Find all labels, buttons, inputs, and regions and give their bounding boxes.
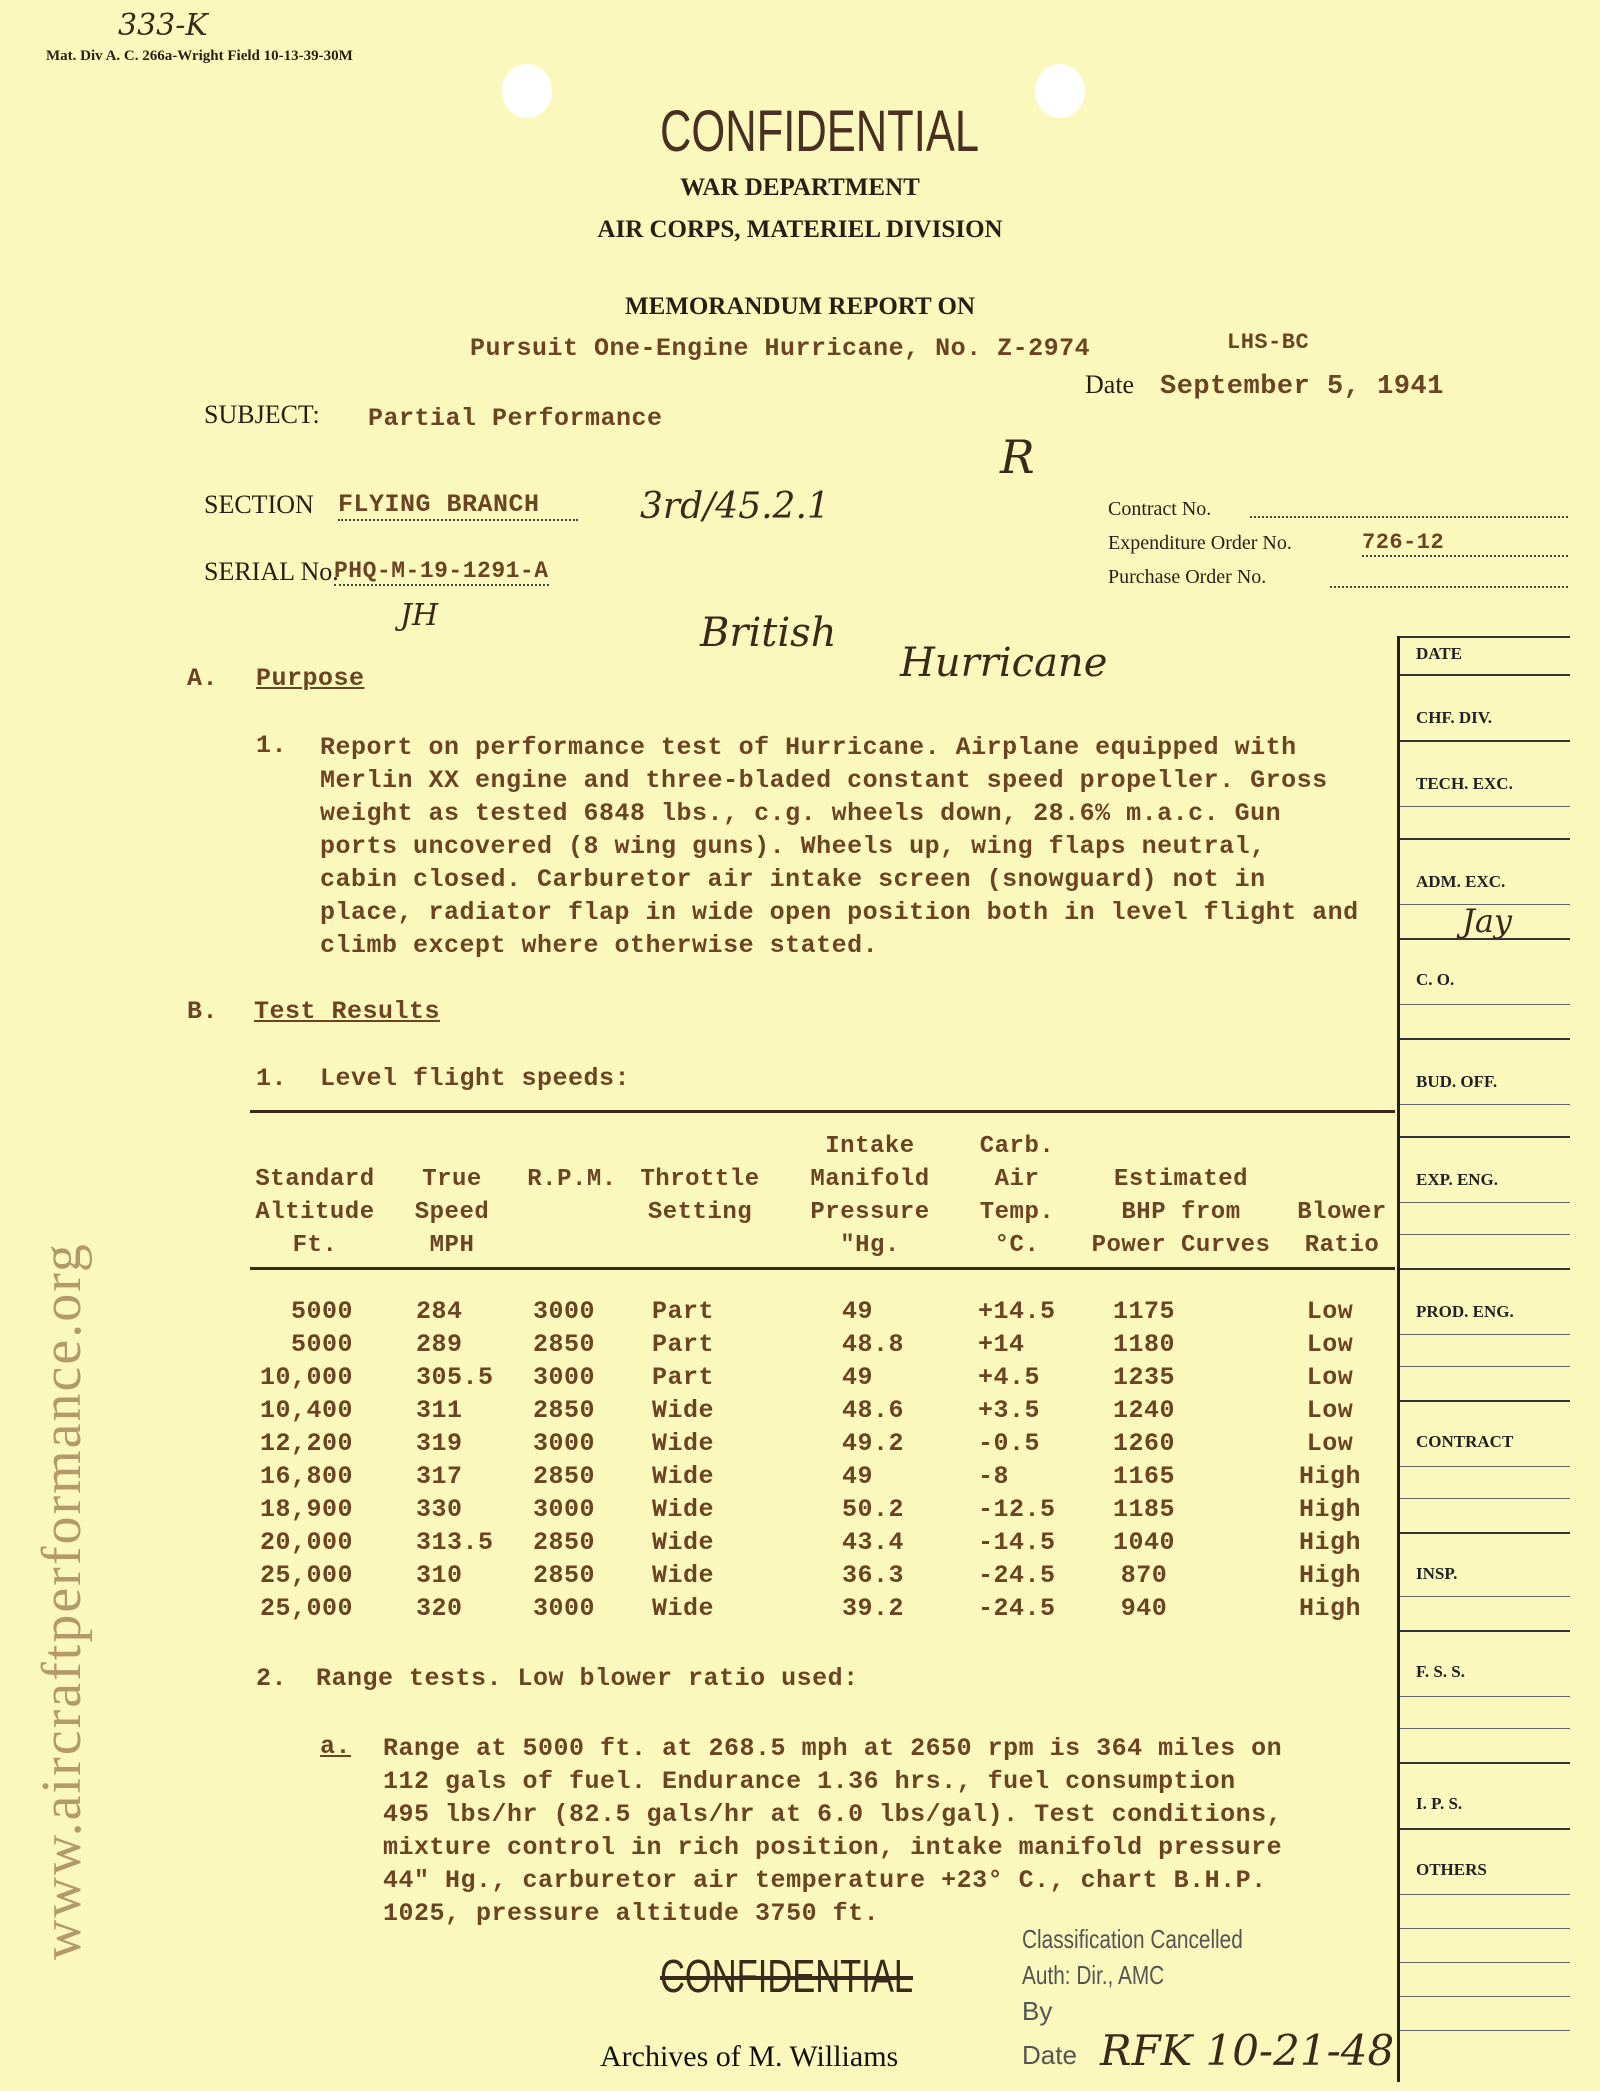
table-cell: 2850 <box>533 1330 596 1359</box>
routing-label: INSP. <box>1416 1564 1458 1583</box>
table-cell: 3000 <box>533 1429 596 1458</box>
table-row <box>0 1462 1400 1495</box>
routing-label: BUD. OFF. <box>1416 1072 1498 1091</box>
column-header-line: Setting <box>647 1199 753 1226</box>
table-cell: -14.5 <box>978 1528 1056 1557</box>
range-paragraph <box>383 1732 1282 1930</box>
column-header-line: R.P.M. <box>527 1166 617 1193</box>
column-header-line: Estimated <box>1113 1166 1249 1193</box>
text-line: place, radiator flap in wide open position both in level flight and <box>320 898 1359 927</box>
column-header-line: Pressure <box>810 1199 930 1226</box>
column-header <box>522 1163 622 1196</box>
table-cell: Wide <box>651 1462 714 1491</box>
table-cell: 289 <box>416 1330 463 1359</box>
table-header-rule <box>250 1267 1395 1270</box>
table-cell: 320 <box>416 1594 463 1623</box>
purchase-value <box>1330 566 1568 588</box>
purpose-paragraph <box>320 731 1359 962</box>
struck-confidential-stamp: CONFIDENTIAL <box>660 1950 914 2002</box>
handwritten-initials: JH <box>400 598 439 633</box>
declassification-line1: Classification Cancelled <box>1022 1924 1243 1954</box>
table-cell: 311 <box>416 1396 463 1425</box>
table-cell: 43.4 <box>842 1528 905 1557</box>
table-cell: +3.5 <box>978 1396 1041 1425</box>
column-header-line: Carb. <box>979 1133 1055 1160</box>
table-row <box>0 1297 1400 1330</box>
table-row <box>0 1561 1400 1594</box>
table-cell: 49.2 <box>842 1429 905 1458</box>
text-line: 495 lbs/hr (82.5 gals/hr at 6.0 lbs/gal). Test conditions, <box>383 1800 1283 1829</box>
table-cell: 330 <box>416 1495 463 1524</box>
column-header-line: Altitude <box>255 1199 375 1226</box>
text-line: 1025, pressure altitude 3750 ft. <box>383 1899 880 1928</box>
text-line: mixture control in rich position, intake manifold pressure <box>383 1833 1283 1862</box>
table-cell: Wide <box>651 1594 714 1623</box>
column-header-line: Ft. <box>292 1232 338 1259</box>
table-cell: +14.5 <box>978 1297 1056 1326</box>
table-cell: 2850 <box>533 1561 596 1590</box>
text-line: 112 gals of fuel. Endurance 1.36 hrs., fuel consumption <box>383 1767 1236 1796</box>
column-header <box>790 1130 950 1262</box>
table-cell: 319 <box>416 1429 463 1458</box>
purchase-label: Purchase Order No. <box>1108 566 1267 588</box>
table-cell: Wide <box>651 1528 714 1557</box>
table-cell: 5000 <box>290 1330 353 1359</box>
table-row <box>0 1429 1400 1462</box>
table-row <box>0 1495 1400 1528</box>
table-cell: 5000 <box>290 1297 353 1326</box>
date-label: Date <box>1085 370 1135 399</box>
table-cell: Wide <box>651 1495 714 1524</box>
table-cell: 1240 <box>1112 1396 1175 1425</box>
expenditure-value: 726-12 <box>1362 530 1568 557</box>
declassification-date-value: RFK 10-21-48 <box>1100 2026 1395 2075</box>
table-cell: 1180 <box>1112 1330 1175 1359</box>
column-header <box>962 1130 1072 1262</box>
routing-label: TECH. EXC. <box>1416 774 1513 793</box>
table-cell: 48.8 <box>842 1330 905 1359</box>
text-line: Merlin XX engine and three-bladed constant speed propeller. Gross <box>320 766 1328 795</box>
column-header-line: Standard <box>255 1166 375 1193</box>
table-cell: 2850 <box>533 1528 596 1557</box>
routing-label: F. S. S. <box>1416 1662 1465 1681</box>
declassification-line2: Auth: Dir., AMC <box>1022 1960 1165 1990</box>
table-cell: 1235 <box>1112 1363 1175 1392</box>
table-cell: 3000 <box>533 1363 596 1392</box>
section-b-title: Test Results <box>254 997 441 1026</box>
column-header-line: Ratio <box>1304 1232 1380 1259</box>
routing-label: DATE <box>1416 644 1462 663</box>
text-line: climb except where otherwise stated. <box>320 931 879 960</box>
table-cell: High <box>1298 1462 1361 1491</box>
routing-label: CHF. DIV. <box>1416 708 1493 727</box>
punch-hole <box>1035 64 1085 118</box>
table-cell: 50.2 <box>842 1495 905 1524</box>
declassification-date-label: Date <box>1022 2040 1077 2070</box>
table-cell: 49 <box>842 1462 874 1491</box>
table-row <box>0 1594 1400 1627</box>
item2-title: Range tests. Low blower ratio used: <box>316 1664 859 1693</box>
column-header <box>1290 1196 1394 1262</box>
table-cell: 284 <box>416 1297 463 1326</box>
table-cell: 1165 <box>1112 1462 1175 1491</box>
table-cell: Low <box>1306 1429 1354 1458</box>
department: WAR DEPARTMENT <box>680 174 920 201</box>
table-cell: Low <box>1306 1297 1354 1326</box>
column-header-line: Throttle <box>640 1166 760 1193</box>
subject-label: SUBJECT: <box>204 400 320 429</box>
contract-value <box>1250 496 1568 518</box>
aircraft: Pursuit One-Engine Hurricane, No. Z-2974 <box>470 334 1091 363</box>
item1-title: Level flight speeds: <box>320 1064 631 1093</box>
table-cell: 49 <box>842 1297 874 1326</box>
serial-value: PHQ-M-19-1291-A <box>334 558 549 584</box>
archive-credit: Archives of M. Williams <box>600 2040 899 2073</box>
watermark: www.aircraftperformance.org <box>31 1242 93 1960</box>
table-cell: 12,200 <box>259 1429 353 1458</box>
column-header-line: Blower <box>1297 1199 1387 1226</box>
table-cell: 16,800 <box>259 1462 353 1491</box>
table-cell: 18,900 <box>259 1495 353 1524</box>
routing-label: EXP. ENG. <box>1416 1170 1499 1189</box>
table-cell: 305.5 <box>416 1363 494 1392</box>
table-cell: Low <box>1306 1363 1354 1392</box>
punch-hole <box>502 64 552 118</box>
section-b-letter: B. <box>187 997 219 1026</box>
section-a-item-number: 1. <box>256 731 288 760</box>
handwritten-british: British <box>700 610 837 656</box>
column-header-line: Intake <box>825 1133 915 1160</box>
routing-label: I. P. S. <box>1416 1794 1463 1813</box>
column-header-line: Power Curves <box>1091 1232 1271 1259</box>
date-value: September 5, 1941 <box>1160 372 1444 402</box>
table-cell: High <box>1298 1594 1361 1623</box>
column-header-line: "Hg. <box>840 1232 900 1259</box>
subject-value: Partial Performance <box>368 404 663 433</box>
handwritten-code: 333-K <box>118 8 208 43</box>
table-cell: -12.5 <box>978 1495 1056 1524</box>
column-header-line: °C. <box>994 1232 1040 1259</box>
table-cell: Part <box>651 1330 714 1359</box>
table-cell: 1175 <box>1112 1297 1175 1326</box>
section-a-title: Purpose <box>256 664 365 693</box>
text-line: ports uncovered (8 wing guns). Wheels up, wing flaps neutral, <box>320 832 1266 861</box>
text-line: 44" Hg., carburetor air temperature +23° C., chart B.H.P. <box>383 1866 1267 1895</box>
column-header-line: Manifold <box>810 1166 930 1193</box>
column-header-line: True <box>422 1166 482 1193</box>
column-header-line: Air <box>994 1166 1040 1193</box>
item1-number: 1. <box>256 1064 288 1093</box>
routing-label: CONTRACT <box>1416 1432 1514 1451</box>
table-cell: High <box>1298 1495 1361 1524</box>
column-header <box>1086 1163 1276 1262</box>
handwritten-hurricane: Hurricane <box>900 640 1108 686</box>
expenditure-label: Expenditure Order No. <box>1108 532 1292 554</box>
table-row <box>0 1363 1400 1396</box>
table-cell: 2850 <box>533 1396 596 1425</box>
table-cell: High <box>1298 1528 1361 1557</box>
handwritten-r: R <box>1000 430 1035 484</box>
table-cell: 310 <box>416 1561 463 1590</box>
table-cell: 940 <box>1120 1594 1168 1623</box>
table-cell: 870 <box>1120 1561 1168 1590</box>
routing-label: ADM. EXC. <box>1416 872 1506 891</box>
table-cell: 10,000 <box>259 1363 353 1392</box>
table-cell: -24.5 <box>978 1594 1056 1623</box>
table-cell: 25,000 <box>259 1594 353 1623</box>
column-header-line: Temp. <box>979 1199 1055 1226</box>
item2-number: 2. <box>256 1664 288 1693</box>
table-cell: -0.5 <box>978 1429 1041 1458</box>
table-cell: 10,400 <box>259 1396 353 1425</box>
column-header-line: Speed <box>414 1199 490 1226</box>
table-cell: Wide <box>651 1561 714 1590</box>
column-header <box>404 1163 500 1262</box>
routing-label: PROD. ENG. <box>1416 1302 1514 1321</box>
table-cell: +14 <box>978 1330 1025 1359</box>
table-row <box>0 1528 1400 1561</box>
column-header-line: MPH <box>429 1232 475 1259</box>
routing-box <box>1397 636 1572 2082</box>
table-cell: 3000 <box>533 1297 596 1326</box>
division: AIR CORPS, MATERIEL DIVISION <box>597 216 1003 243</box>
confidential-stamp: CONFIDENTIAL <box>660 99 980 164</box>
item2a-letter: a. <box>320 1732 352 1761</box>
table-cell: 48.6 <box>842 1396 905 1425</box>
table-cell: Wide <box>651 1429 714 1458</box>
text-line: weight as tested 6848 lbs., c.g. wheels down, 28.6% m.a.c. Gun <box>320 799 1282 828</box>
table-row <box>0 1330 1400 1363</box>
table-row <box>0 1396 1400 1429</box>
table-cell: 317 <box>416 1462 463 1491</box>
text-line: Report on performance test of Hurricane. Airplane equipped with <box>320 733 1297 762</box>
table-cell: 3000 <box>533 1594 596 1623</box>
handwritten-file-ref: 3rd/45.2.1 <box>640 486 830 527</box>
section-value: FLYING BRANCH <box>338 490 578 521</box>
table-cell: -8 <box>978 1462 1010 1491</box>
table-cell: 3000 <box>533 1495 596 1524</box>
table-cell: 313.5 <box>416 1528 494 1557</box>
routing-label: C. O. <box>1416 970 1455 989</box>
section-label: SECTION <box>204 490 314 519</box>
declassification-by: By <box>1022 1996 1053 2026</box>
table-cell: Part <box>651 1363 714 1392</box>
table-top-rule <box>250 1110 1395 1113</box>
table-cell: Part <box>651 1297 714 1326</box>
table-cell: 1185 <box>1112 1495 1175 1524</box>
column-header-line: BHP from <box>1121 1199 1241 1226</box>
form-number: Mat. Div A. C. 266a-Wright Field 10-13-39-30M <box>46 48 353 64</box>
section-a-letter: A. <box>187 664 219 693</box>
table-cell: Low <box>1306 1330 1354 1359</box>
column-header <box>630 1163 770 1229</box>
table-cell: 39.2 <box>842 1594 905 1623</box>
signature: Jay <box>1462 902 1512 940</box>
table-cell: 20,000 <box>259 1528 353 1557</box>
routing-label: OTHERS <box>1416 1860 1487 1879</box>
table-cell: High <box>1298 1561 1361 1590</box>
table-cell: 2850 <box>533 1462 596 1491</box>
table-cell: 1040 <box>1112 1528 1175 1557</box>
table-cell: Wide <box>651 1396 714 1425</box>
table-cell: +4.5 <box>978 1363 1041 1392</box>
column-header <box>250 1163 380 1262</box>
table-cell: -24.5 <box>978 1561 1056 1590</box>
table-cell: 25,000 <box>259 1561 353 1590</box>
text-line: cabin closed. Carburetor air intake screen (snowguard) not in <box>320 865 1266 894</box>
table-cell: 1260 <box>1112 1429 1175 1458</box>
report-type: MEMORANDUM REPORT ON <box>624 293 976 320</box>
serial-label: SERIAL No. <box>204 557 339 586</box>
initials: LHS-BC <box>1227 330 1310 355</box>
table-cell: 49 <box>842 1363 874 1392</box>
table-cell: 36.3 <box>842 1561 905 1590</box>
table-cell: Low <box>1306 1396 1354 1425</box>
text-line: Range at 5000 ft. at 268.5 mph at 2650 rpm is 364 miles on <box>383 1734 1283 1763</box>
contract-label: Contract No. <box>1108 498 1212 520</box>
